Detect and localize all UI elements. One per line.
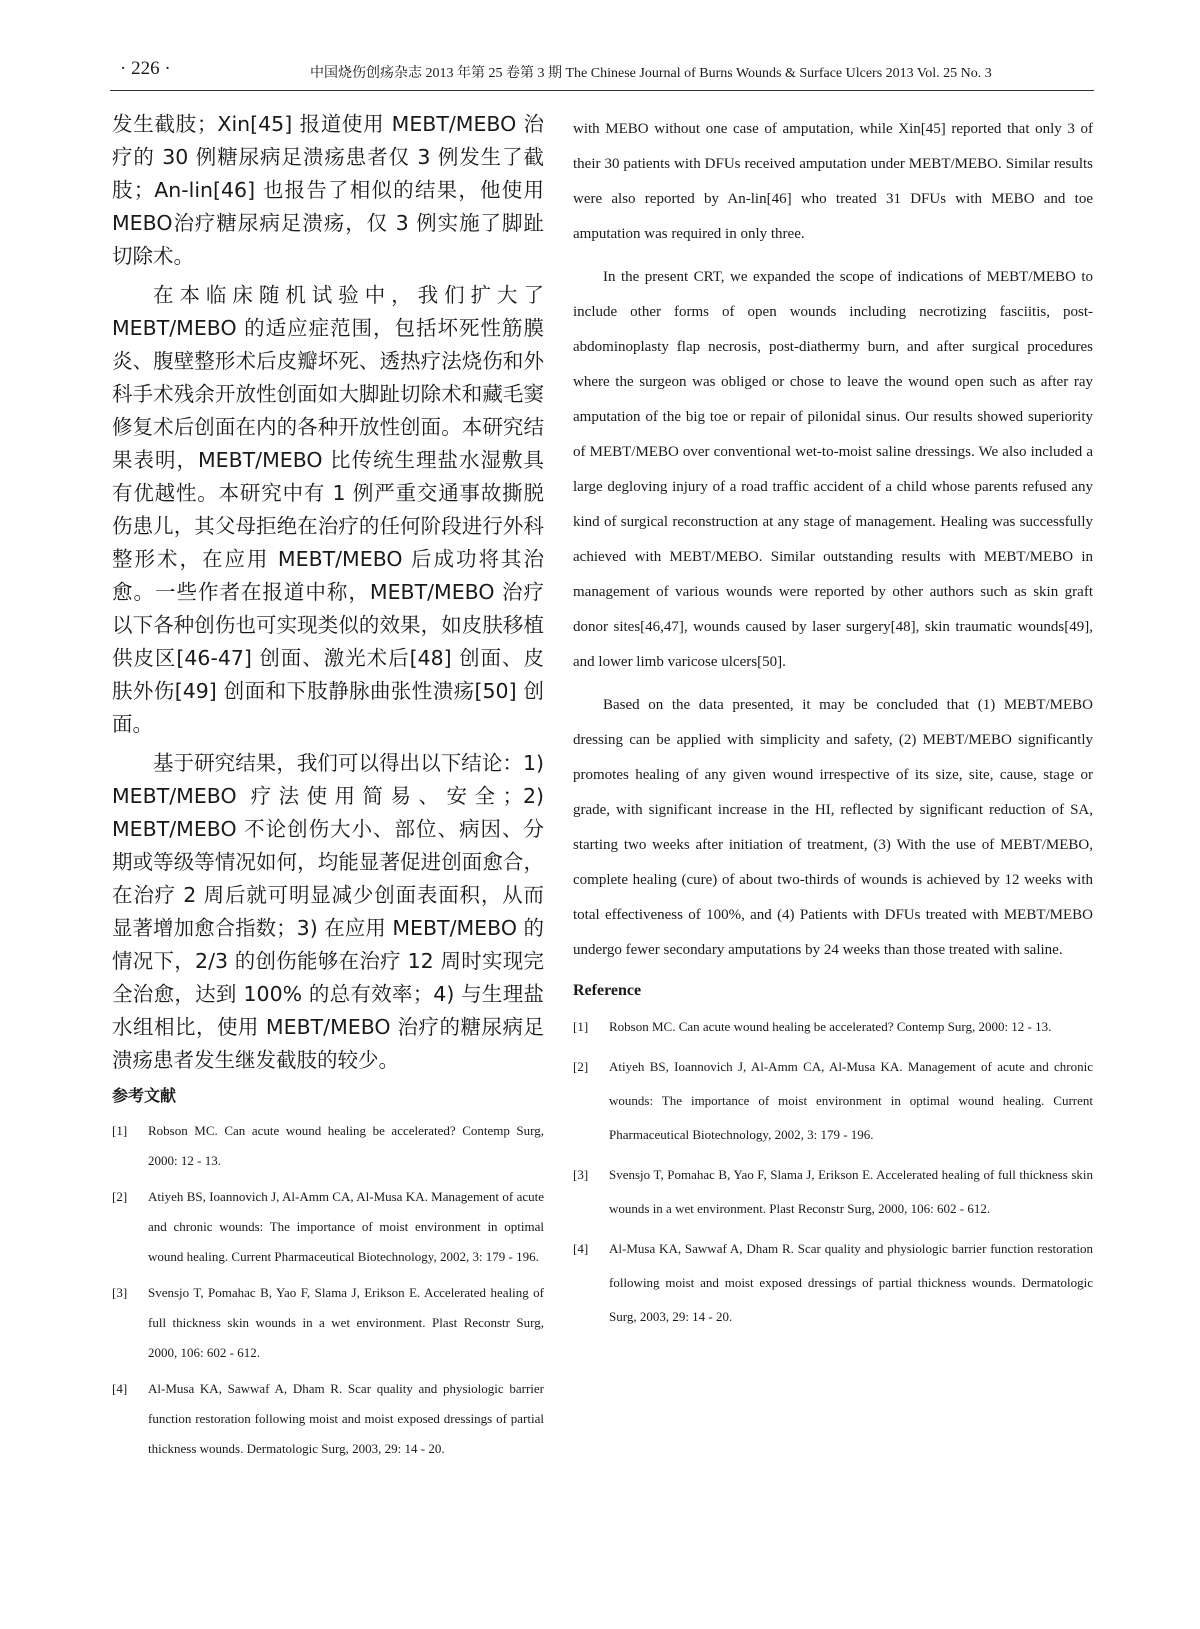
page-number: · 226 ·	[120, 58, 171, 79]
en-paragraph: In the present CRT, we expanded the scope of indications of MEBT/MEBO to include other forms of open wounds including necrotizing fasciitis, post-abdominoplasty flap necrosis, post-diathermy burn, and after surgical procedures where the surgeon was obliged or chose to leave the wound open such as after ray amputation of the big toe or repair of pilonidal sinus. Our results showed superiority of MEBT/MEBO over conventional wet-to-moist saline dressings. We also included a large degloving injury of a road traffic accident of a child whose parents refused any kind of surgical reconstruction at any stage of management. Healing was successfully achieved with MEBT/MEBO. Similar outstanding results with MEBT/MEBO in management of various wounds were reported by other authors such as skin graft donor sites[46,47], wounds caused by laser surgery[48], skin traumatic wounds[49], and lower limb varicose ulcers[50].	[573, 269, 1093, 670]
reference-number: [1]	[112, 1123, 128, 1138]
reference-text: Al-Musa KA, Sawwaf A, Dham R. Scar quality and physiologic barrier function restoration following moist and moist exposed dressings of partial thickness wounds. Dermatologic Surg, 2003, 29: 14 - 20.	[148, 1381, 544, 1456]
reference-number: [4]	[112, 1381, 128, 1396]
reference-number: [3]	[573, 1167, 589, 1182]
running-head: 中国烧伤创疡杂志 2013 年第 25 卷第 3 期 The Chinese Journal of Burns Wounds & Surface Ulcers 2013 Vol. 25 No. 3	[310, 66, 992, 81]
reference-text: Atiyeh BS, Ioannovich J, Al-Amm CA, Al-Musa KA. Management of acute and chronic wounds: The importance of moist environment in optimal wound healing. Current Pharmaceutical Biotechnology, 2002, 3: 179 - 196.	[609, 1059, 1093, 1142]
reference-text: Robson MC. Can acute wound healing be accelerated? Contemp Surg, 2000: 12 - 13.	[609, 1019, 1052, 1034]
en-paragraph: Based on the data presented, it may be concluded that (1) MEBT/MEBO dressing can be applied with simplicity and safety, (2) MEBT/MEBO significantly promotes healing of any given wound irrespective of its size, site, cause, stage or grade, with significant increase in the HI, reflected by significant reduction of SA, starting two weeks after initiation of treatment, (3) With the use of MEBT/MEBO, complete healing (cure) of about two-thirds of wounds is achieved by 12 weeks with total effectiveness of 100%, and (4) Patients with DFUs treated with MEBT/MEBO undergo fewer secondary amputations by 24 weeks than those treated with saline.	[573, 697, 1093, 958]
zh-reference-heading: 参考文献	[112, 1086, 177, 1105]
right-column-english	[573, 112, 1093, 1340]
reference-number: [2]	[573, 1059, 589, 1074]
reference-text: Atiyeh BS, Ioannovich J, Al-Amm CA, Al-Musa KA. Management of acute and chronic wounds: The importance of moist environment in optimal wound healing. Current Pharmaceutical Biotechnology, 2002, 3: 179 - 196.	[148, 1189, 544, 1264]
reference-number: [2]	[112, 1189, 128, 1204]
reference-text: Svensjo T, Pomahac B, Yao F, Slama J, Erikson E. Accelerated healing of full thickness skin wounds in a wet environment. Plast Reconstr Surg, 2000, 106: 602 - 612.	[148, 1285, 544, 1360]
en-paragraph: with MEBO without one case of amputation, while Xin[45] reported that only 3 of their 30 patients with DFUs received amputation under MEBT/MEBO. Similar results were also reported by An-lin[46] who treated 31 DFUs with MEBO and toe amputation was required in only three.	[573, 121, 1093, 242]
left-column-chinese	[112, 108, 544, 1470]
reference-text: Svensjo T, Pomahac B, Yao F, Slama J, Erikson E. Accelerated healing of full thickness skin wounds in a wet environment. Plast Reconstr Surg, 2000, 106: 602 - 612.	[609, 1167, 1093, 1216]
reference-number: [1]	[573, 1019, 589, 1034]
en-reference-list	[573, 1010, 1093, 1334]
zh-paragraph: 发生截肢；Xin[45] 报道使用 MEBT/MEBO 治疗的 30 例糖尿病足溃疡患者仅 3 例发生了截肢；An-lin[46] 也报告了相似的结果，他使用 MEBO治疗糖尿病足溃疡，仅 3 例实施了脚趾切除术。	[112, 112, 544, 268]
header-rule	[110, 90, 1094, 91]
page-header	[0, 0, 1200, 100]
reference-number: [3]	[112, 1285, 128, 1300]
zh-reference-list	[112, 1116, 544, 1464]
reference-number: [4]	[573, 1241, 589, 1256]
reference-item	[112, 1116, 544, 1176]
reference-item	[573, 1010, 1093, 1044]
zh-paragraph: 基于研究结果，我们可以得出以下结论：1) MEBT/MEBO 疗法使用简易、安全；2) MEBT/MEBO 不论创伤大小、部位、病因、分期或等级等情况如何，均能显著促进创面愈合，在治疗 2 周后就可明显减少创面表面积，从而显著增加愈合指数；3) 在应用 MEBT/MEBO 的情况下，2/3 的创伤能够在治疗 12 周时实现完全治愈，达到 100% 的总有效率；4) 与生理盐水组相比，使用 MEBT/MEBO 治疗的糖尿病足溃疡患者发生继发截肢的较少。	[112, 751, 544, 1072]
reference-item	[573, 1050, 1093, 1152]
reference-item	[573, 1232, 1093, 1334]
reference-text: Robson MC. Can acute wound healing be accelerated? Contemp Surg, 2000: 12 - 13.	[148, 1123, 544, 1168]
en-reference-heading: Reference	[573, 982, 642, 999]
reference-item	[112, 1374, 544, 1464]
reference-item	[112, 1182, 544, 1272]
reference-item	[573, 1158, 1093, 1226]
reference-item	[112, 1278, 544, 1368]
reference-text: Al-Musa KA, Sawwaf A, Dham R. Scar quality and physiologic barrier function restoration following moist and moist exposed dressings of partial thickness wounds. Dermatologic Surg, 2003, 29: 14 - 20.	[609, 1241, 1093, 1324]
zh-paragraph: 在本临床随机试验中，我们扩大了 MEBT/MEBO 的适应症范围，包括坏死性筋膜炎、腹壁整形术后皮瓣坏死、透热疗法烧伤和外科手术残余开放性创面如大脚趾切除术和藏毛窦修复术后创面在内的各种开放性创面。本研究结果表明，MEBT/MEBO 比传统生理盐水湿敷具有优越性。本研究中有 1 例严重交通事故撕脱伤患儿，其父母拒绝在治疗的任何阶段进行外科整形术，在应用 MEBT/MEBO 后成功将其治愈。一些作者在报道中称，MEBT/MEBO 治疗以下各种创伤也可实现类似的效果，如皮肤移植供皮区[46-47] 创面、激光术后[48] 创面、皮肤外伤[49] 创面和下肢静脉曲张性溃疡[50] 创面。	[112, 283, 544, 736]
